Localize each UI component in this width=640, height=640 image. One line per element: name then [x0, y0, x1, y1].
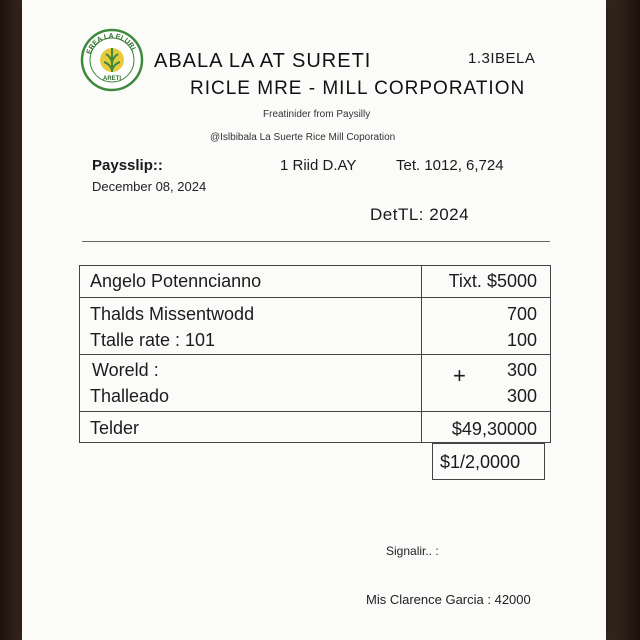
background-left [0, 0, 22, 640]
plus-sign: + [453, 363, 466, 388]
total-value: $49,30000 [451, 419, 537, 439]
table-row-divider [80, 411, 550, 412]
employee-name: Angelo Potenncianno [90, 271, 262, 291]
net-pay-value: $1/2,0000 [440, 452, 521, 472]
table-row-label: Thalds Missentwodd [90, 304, 255, 324]
total-label: Telder [90, 418, 140, 438]
table-row-label: Thalleado [90, 386, 170, 406]
table-row-value: 300 [506, 360, 537, 380]
company-title-line2: RICLE MRE - MILL CORPORATION [190, 78, 526, 99]
divider-line [82, 241, 550, 242]
table-row-divider [80, 354, 550, 355]
background-right [606, 0, 640, 640]
svg-text:EREA LA ELURL: EREA LA ELURL [85, 32, 138, 56]
table-row-label: Ttalle rate : 101 [90, 330, 216, 350]
company-logo [80, 28, 144, 92]
company-title-line1: ABALA LA AT SURETI [154, 50, 372, 72]
earnings-table [79, 265, 551, 443]
telephone: Tet. 1012, 6,724 [396, 157, 504, 174]
table-row-divider [80, 297, 550, 298]
reference-code: 1.3IBELA [468, 50, 536, 67]
signer-name: Mis Clarence Garcia : 42000 [366, 592, 531, 607]
table-row-label: Woreld : [92, 360, 159, 380]
signature-label: Signalir.. : [386, 544, 439, 558]
company-subtitle: Freatinider from Paysilly [263, 109, 371, 120]
svg-text:ARETI: ARETI [103, 76, 121, 82]
payslip-paper [22, 0, 606, 640]
table-row-value: 100 [506, 330, 537, 350]
payslip-label: Paysslip:: [92, 157, 163, 174]
table-row-value: 300 [506, 386, 537, 406]
base-pay-value: Tixt. $5000 [448, 271, 537, 291]
pay-period: 1 Riid D.AY [280, 157, 357, 174]
company-full-name: @Islbibala La Suerte Rice Mill Coporation [210, 132, 396, 143]
detail-year: DetTL: 2024 [370, 205, 470, 224]
payslip-date: December 08, 2024 [92, 179, 207, 194]
table-row-value: 700 [506, 304, 537, 324]
